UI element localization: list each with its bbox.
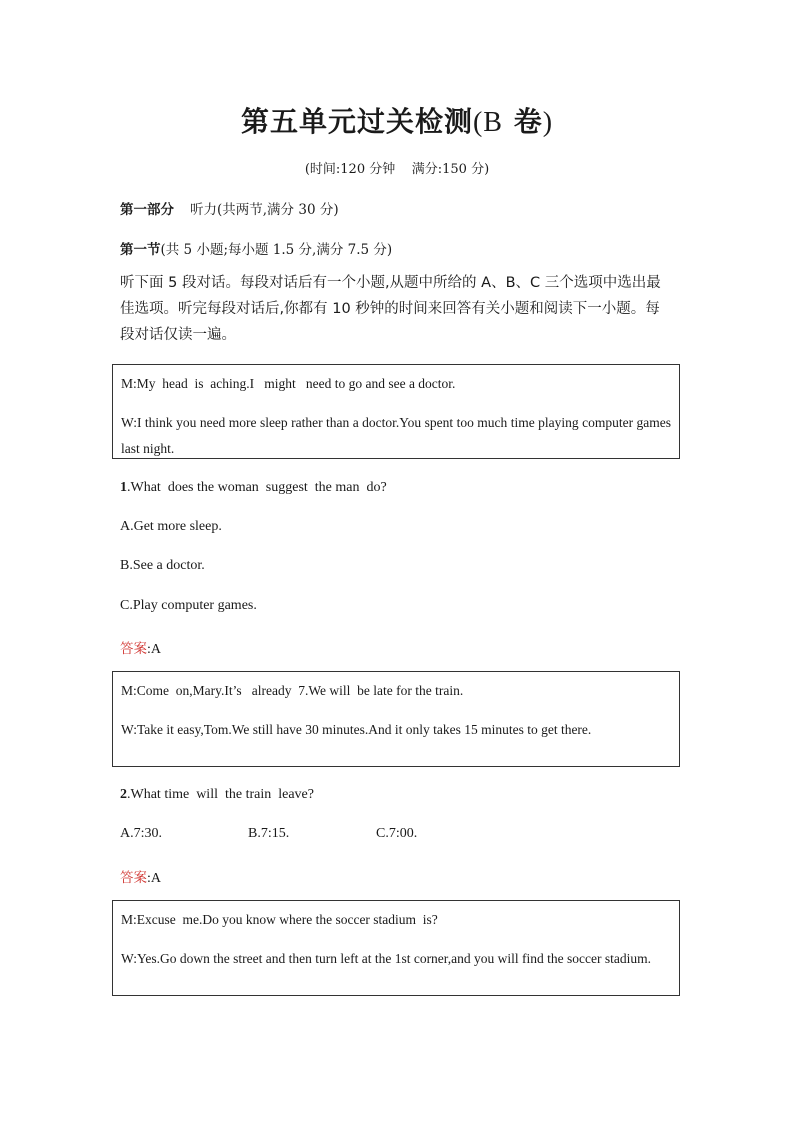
dialog-line: M:Excuse me.Do you know where the soccer stadium is? <box>121 912 438 927</box>
part-heading <box>120 198 339 218</box>
dialog-line: W:Yes.Go down the street and then turn left at the 1st corner,and you will find the soccer stadium. <box>121 951 651 966</box>
title-paren-open: ( <box>472 107 484 138</box>
dialog-box <box>112 900 680 996</box>
question-text: .What time will the train leave? <box>127 787 314 802</box>
page-title <box>0 100 794 140</box>
title-cn: 第五单元过关检测 <box>240 105 473 138</box>
section-text: (共 5 小题;每小题 1.5 分,满分 7.5 分) <box>160 242 393 258</box>
question-stem <box>120 787 314 803</box>
question-number: 1 <box>120 480 127 495</box>
question-number: 2 <box>120 787 127 802</box>
title-latin: B <box>483 107 503 138</box>
section-heading <box>120 238 392 258</box>
answer-label: 答案 <box>120 870 147 886</box>
answer-option[interactable]: A.Get more sleep. <box>120 519 222 534</box>
dialog-line: M:Come on,Mary.It’s already 7.We will be late for the train. <box>121 683 464 698</box>
exam-info: (时间:120 分钟 满分:150 分) <box>304 162 490 177</box>
options-row <box>120 826 417 842</box>
dialog-box <box>112 364 680 459</box>
answer-option[interactable]: B.See a doctor. <box>120 558 205 573</box>
answer-label: 答案 <box>120 641 147 657</box>
part-text: 听力(共两节,满分 30 分) <box>190 202 339 218</box>
answer-option[interactable]: C.7:00. <box>376 826 418 841</box>
title-cn2: 卷 <box>502 105 543 138</box>
section-label: 第一节 <box>120 242 161 258</box>
answer-option[interactable]: A.7:30. <box>120 826 162 841</box>
answer-key <box>120 637 161 658</box>
question-stem <box>120 480 387 496</box>
answer-value: :A <box>147 871 161 886</box>
answer-option[interactable]: B.7:15. <box>248 826 290 841</box>
instructions: 听下面 5 段对话。每段对话后有一个小题,从题中所给的 A、B、C 三个选项中选出最佳选项。听完每段对话后,你都有 10 秒钟的时间来回答有关小题和阅读下一小题。每段对话仅读一遍。 <box>120 275 661 343</box>
answer-key <box>120 866 161 887</box>
dialog-line: W:Take it easy,Tom.We still have 30 minutes.And it only takes 15 minutes to get there. <box>121 722 592 737</box>
answer-value: :A <box>147 642 161 657</box>
dialog-line: W:I think you need more sleep rather than a doctor.You spent too much time playing computer games last night. <box>121 415 671 456</box>
dialog-line: M:My head is aching.I might need to go and see a doctor. <box>121 376 456 391</box>
title-paren-close: ) <box>542 107 554 138</box>
dialog-box <box>112 671 680 767</box>
part-label: 第一部分 <box>120 202 174 218</box>
answer-option[interactable]: C.Play computer games. <box>120 598 257 613</box>
question-text: .What does the woman suggest the man do? <box>127 480 387 495</box>
